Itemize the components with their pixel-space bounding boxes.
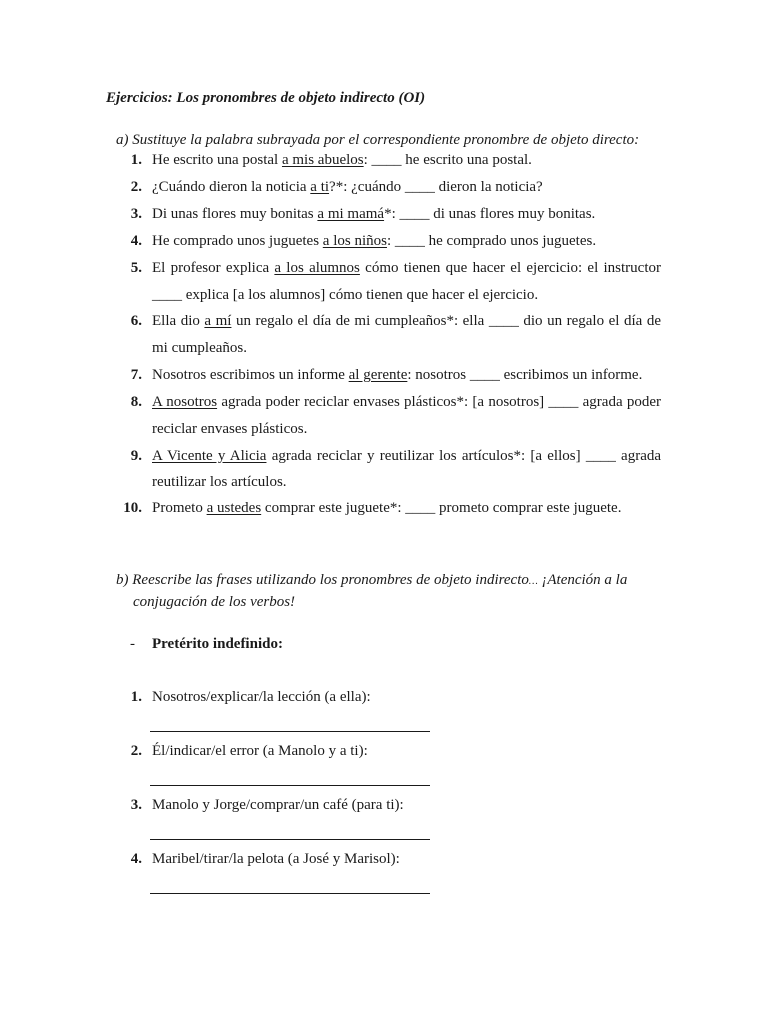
- exercise-a-sentence: [152, 313, 661, 330]
- sentence-text: He comprado unos juguetes: [152, 233, 323, 249]
- exercise-b-number: 3.: [130, 797, 142, 813]
- exercise-a-sentence: [152, 340, 247, 357]
- exercise-a-number: 5.: [130, 260, 142, 276]
- sentence-text: ____ explica [a los alumnos] cómo tienen que hacer el ejercicio.: [152, 287, 539, 303]
- exercise-a-number: 8.: [130, 394, 142, 410]
- sentence-text: Prometo: [152, 500, 207, 516]
- answer-line[interactable]: [150, 893, 430, 894]
- sentence-text: : ____ he escrito una postal.: [363, 152, 532, 168]
- sentence-text: agrada reciclar y reutilizar los artículos*: [a ellos] ____ agrada: [266, 448, 662, 464]
- underlined-phrase: a los niños: [322, 233, 387, 249]
- underlined-phrase: a mí: [204, 313, 232, 329]
- sentence-text: mi cumpleaños.: [152, 340, 247, 356]
- sentence-text: cómo tienen que hacer el ejercicio: el instructor: [359, 260, 661, 276]
- exercise-b-prompt: Él/indicar/el error (a Manolo y a ti):: [152, 743, 368, 759]
- exercise-a-number: 10.: [123, 500, 142, 516]
- subheading-preterito: Pretérito indefinido:: [152, 636, 283, 652]
- exercise-a-number: 2.: [130, 179, 142, 195]
- sentence-text: ¿Cuándo dieron la noticia: [152, 179, 311, 195]
- underlined-phrase: A Vicente y Alicia: [152, 448, 267, 464]
- sentence-text: *: ____ di unas flores muy bonitas.: [384, 206, 596, 222]
- underlined-phrase: a ustedes: [206, 500, 262, 516]
- underlined-phrase: a mi mamá: [317, 206, 385, 222]
- answer-line[interactable]: [150, 731, 430, 732]
- exercise-b-number: 1.: [130, 689, 142, 705]
- worksheet-title: Ejercicios: Los pronombres de objeto indirecto (OI): [106, 90, 426, 106]
- bullet-dash: -: [130, 636, 135, 652]
- exercise-a-number: 1.: [130, 152, 142, 168]
- sentence-text: agrada poder reciclar envases plásticos*: [a nosotros] ____ agrada poder: [217, 394, 662, 410]
- sentence-text: Nosotros escribimos un informe: [152, 367, 349, 383]
- sentence-text: un regalo el día de mi cumpleaños*: ella ____ dio un regalo el día de: [231, 313, 661, 329]
- sentence-text: El profesor explica: [152, 260, 275, 276]
- sentence-text: comprar este juguete*: ____ prometo comprar este juguete.: [261, 500, 622, 516]
- exercise-a-sentence: [152, 474, 287, 491]
- exercise-a-sentence: [152, 367, 642, 384]
- section-b-instruction-line2: conjugación de los verbos!: [133, 594, 296, 610]
- underlined-phrase: a ti: [310, 179, 330, 195]
- section-b-instruction-attention: ¡Atención a la: [537, 572, 628, 588]
- exercise-a-number: 9.: [130, 448, 142, 464]
- answer-line[interactable]: [150, 839, 430, 840]
- sentence-text: : ____ he comprado unos juguetes.: [386, 233, 597, 249]
- exercise-a-number: 3.: [130, 206, 142, 222]
- sentence-text: : nosotros ____ escribimos un informe.: [407, 367, 643, 383]
- underlined-phrase: al gerente: [348, 367, 408, 383]
- exercise-a-sentence: [152, 421, 307, 438]
- exercise-b-number: 4.: [130, 851, 142, 867]
- exercise-a-sentence: [152, 179, 543, 196]
- sentence-text: ?*: ¿cuándo ____ dieron la noticia?: [329, 179, 543, 195]
- exercise-b-prompt: Maribel/tirar/la pelota (a José y Marisol):: [152, 851, 400, 867]
- exercise-a-sentence: [152, 233, 596, 250]
- sentence-text: reutilizar los artículos.: [152, 474, 287, 490]
- exercise-a-sentence: [152, 500, 621, 517]
- exercise-a-sentence: [152, 287, 538, 304]
- exercise-a-number: 6.: [130, 313, 142, 329]
- exercise-b-number: 2.: [130, 743, 142, 759]
- underlined-phrase: a mis abuelos: [281, 152, 364, 168]
- sentence-text: Di unas flores muy bonitas: [152, 206, 318, 222]
- exercise-b-prompt: Manolo y Jorge/comprar/un café (para ti):: [152, 797, 404, 813]
- underlined-phrase: A nosotros: [152, 394, 218, 410]
- sentence-text: He escrito una postal: [152, 152, 282, 168]
- exercise-a-number: 4.: [130, 233, 142, 249]
- exercise-a-sentence: [152, 448, 661, 465]
- exercise-a-sentence: [152, 206, 595, 223]
- exercise-a-sentence: [152, 394, 661, 411]
- exercise-a-sentence: [152, 152, 532, 169]
- section-a-instruction: a) Sustituye la palabra subrayada por el correspondiente pronombre de objeto directo:: [116, 132, 640, 148]
- section-b-instruction-dots: …: [528, 576, 538, 587]
- section-b-instruction-text: b) Reescribe las frases utilizando los pronombres de objeto indirecto: [116, 572, 529, 588]
- exercise-b-prompt: Nosotros/explicar/la lección (a ella):: [152, 689, 371, 705]
- sentence-text: Ella dio: [152, 313, 205, 329]
- exercise-a-number: 7.: [130, 367, 142, 383]
- exercise-a-sentence: [152, 260, 661, 277]
- section-b-instruction: [116, 572, 627, 589]
- sentence-text: reciclar envases plásticos.: [152, 421, 308, 437]
- underlined-phrase: a los alumnos: [274, 260, 360, 276]
- answer-line[interactable]: [150, 785, 430, 786]
